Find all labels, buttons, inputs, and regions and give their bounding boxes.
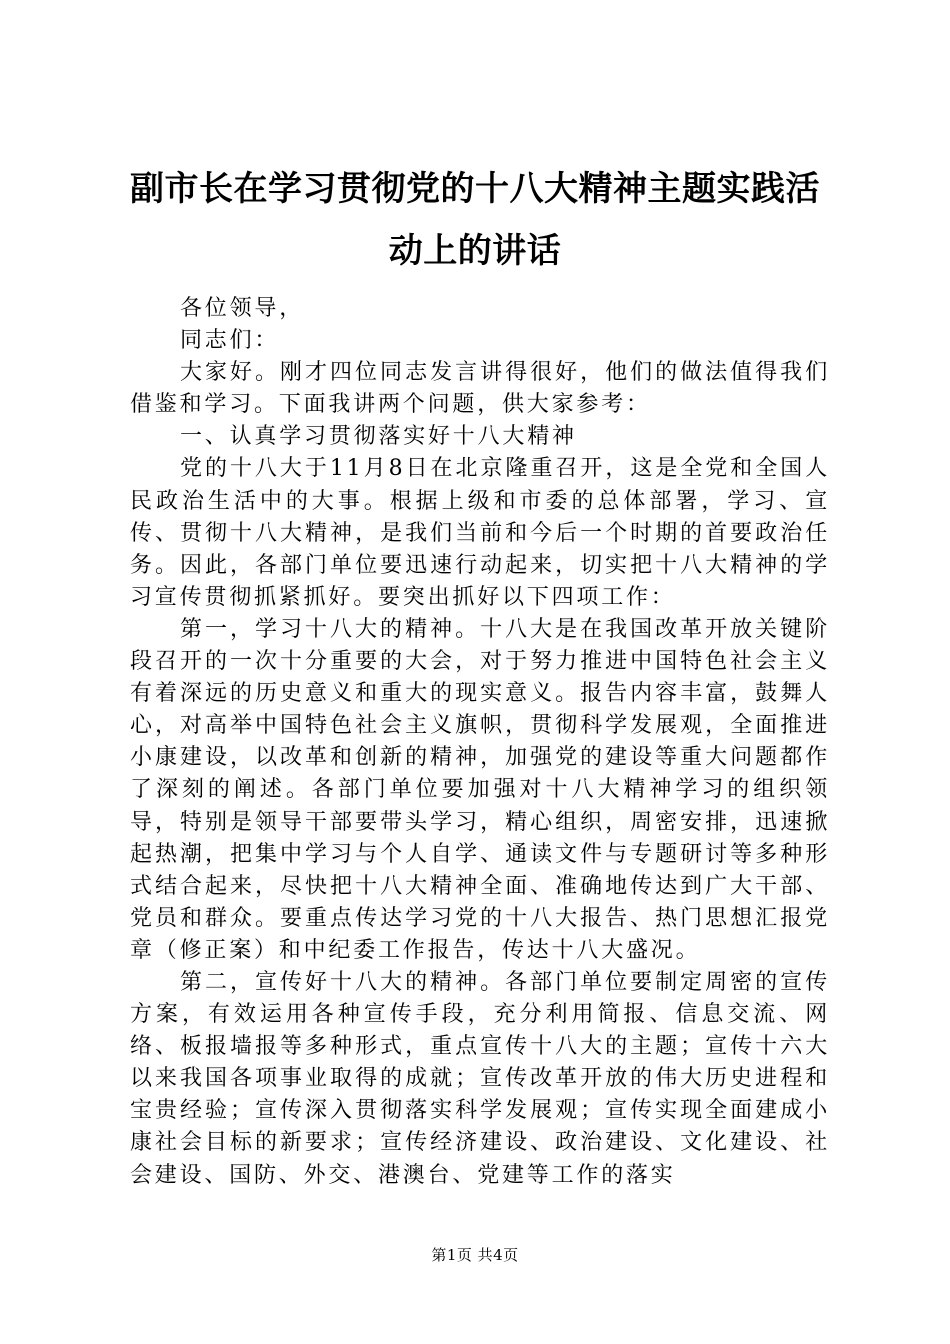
page-number-footer: 第1页 共4页 [431, 1246, 519, 1264]
section-heading-1: 一、认真学习贯彻落实好十八大精神 [180, 424, 577, 450]
paragraph-second-point: 第二，宣传好十八大的精神。各部门单位要制定周密的宣传方案，有效运用各种宣传手段，充分利用简报、信息交流、网络、板报墙报等多种形式，重点宣传十八大的主题；宣传十六大以来我国各项事业取得的成就；宣传改革开放的伟大历史进程和宝贵经验；宣传深入贯彻落实科学发展观；宣传实现全面建成小康社会目标的新要求；宣传经济建设、政治建设、文化建设、社会建设、国防、外交、港澳台、党建等工作的落实 [130, 969, 830, 1188]
document-body [130, 293, 830, 1192]
paragraph-greeting: 大家好。刚才四位同志发言讲得很好，他们的做法值得我们借鉴和学习。下面我讲两个问题，供大家参考： [130, 360, 830, 418]
salutation-leaders: 各位领导， [180, 296, 305, 321]
paragraph-first-point: 第一，学习十八大的精神。十八大是在我国改革开放关键阶段召开的一次十分重要的大会，对于努力推进中国特色社会主义有着深远的历史意义和重大的现实意义。报告内容丰富，鼓舞人心，对高举中国特色社会主义旗帜，贯彻科学发展观，全面推进小康建设，以改革和创新的精神，加强党的建设等重大问题都作了深刻的阐述。各部门单位要加强对十八大精神学习的组织领导，特别是领导干部要带头学习，精心组织，周密安排，迅速掀起热潮，把集中学习与个人自学、通读文件与专题研讨等多种形式结合起来，尽快把十八大精神全面、准确地传达到广大干部、党员和群众。要重点传达学习党的十八大报告、热门思想汇报党章（修正案）和中纪委工作报告，传达十八大盛况。 [130, 616, 830, 963]
document-title: 副市长在学习贯彻党的十八大精神主题实践活动上的讲话 [130, 169, 820, 271]
salutation-comrades: 同志们： [180, 328, 280, 354]
paragraph-congress-intro: 党的十八大于11月8日在北京隆重召开，这是全党和全国人民政治生活中的大事。根据上级和市委的总体部署，学习、宣传、贯彻十八大精神，是我们当前和今后一个时期的首要政治任务。因此，各部门单位要迅速行动起来，切实把十八大精神的学习宣传贯彻抓紧抓好。要突出抓好以下四项工作： [130, 456, 830, 610]
